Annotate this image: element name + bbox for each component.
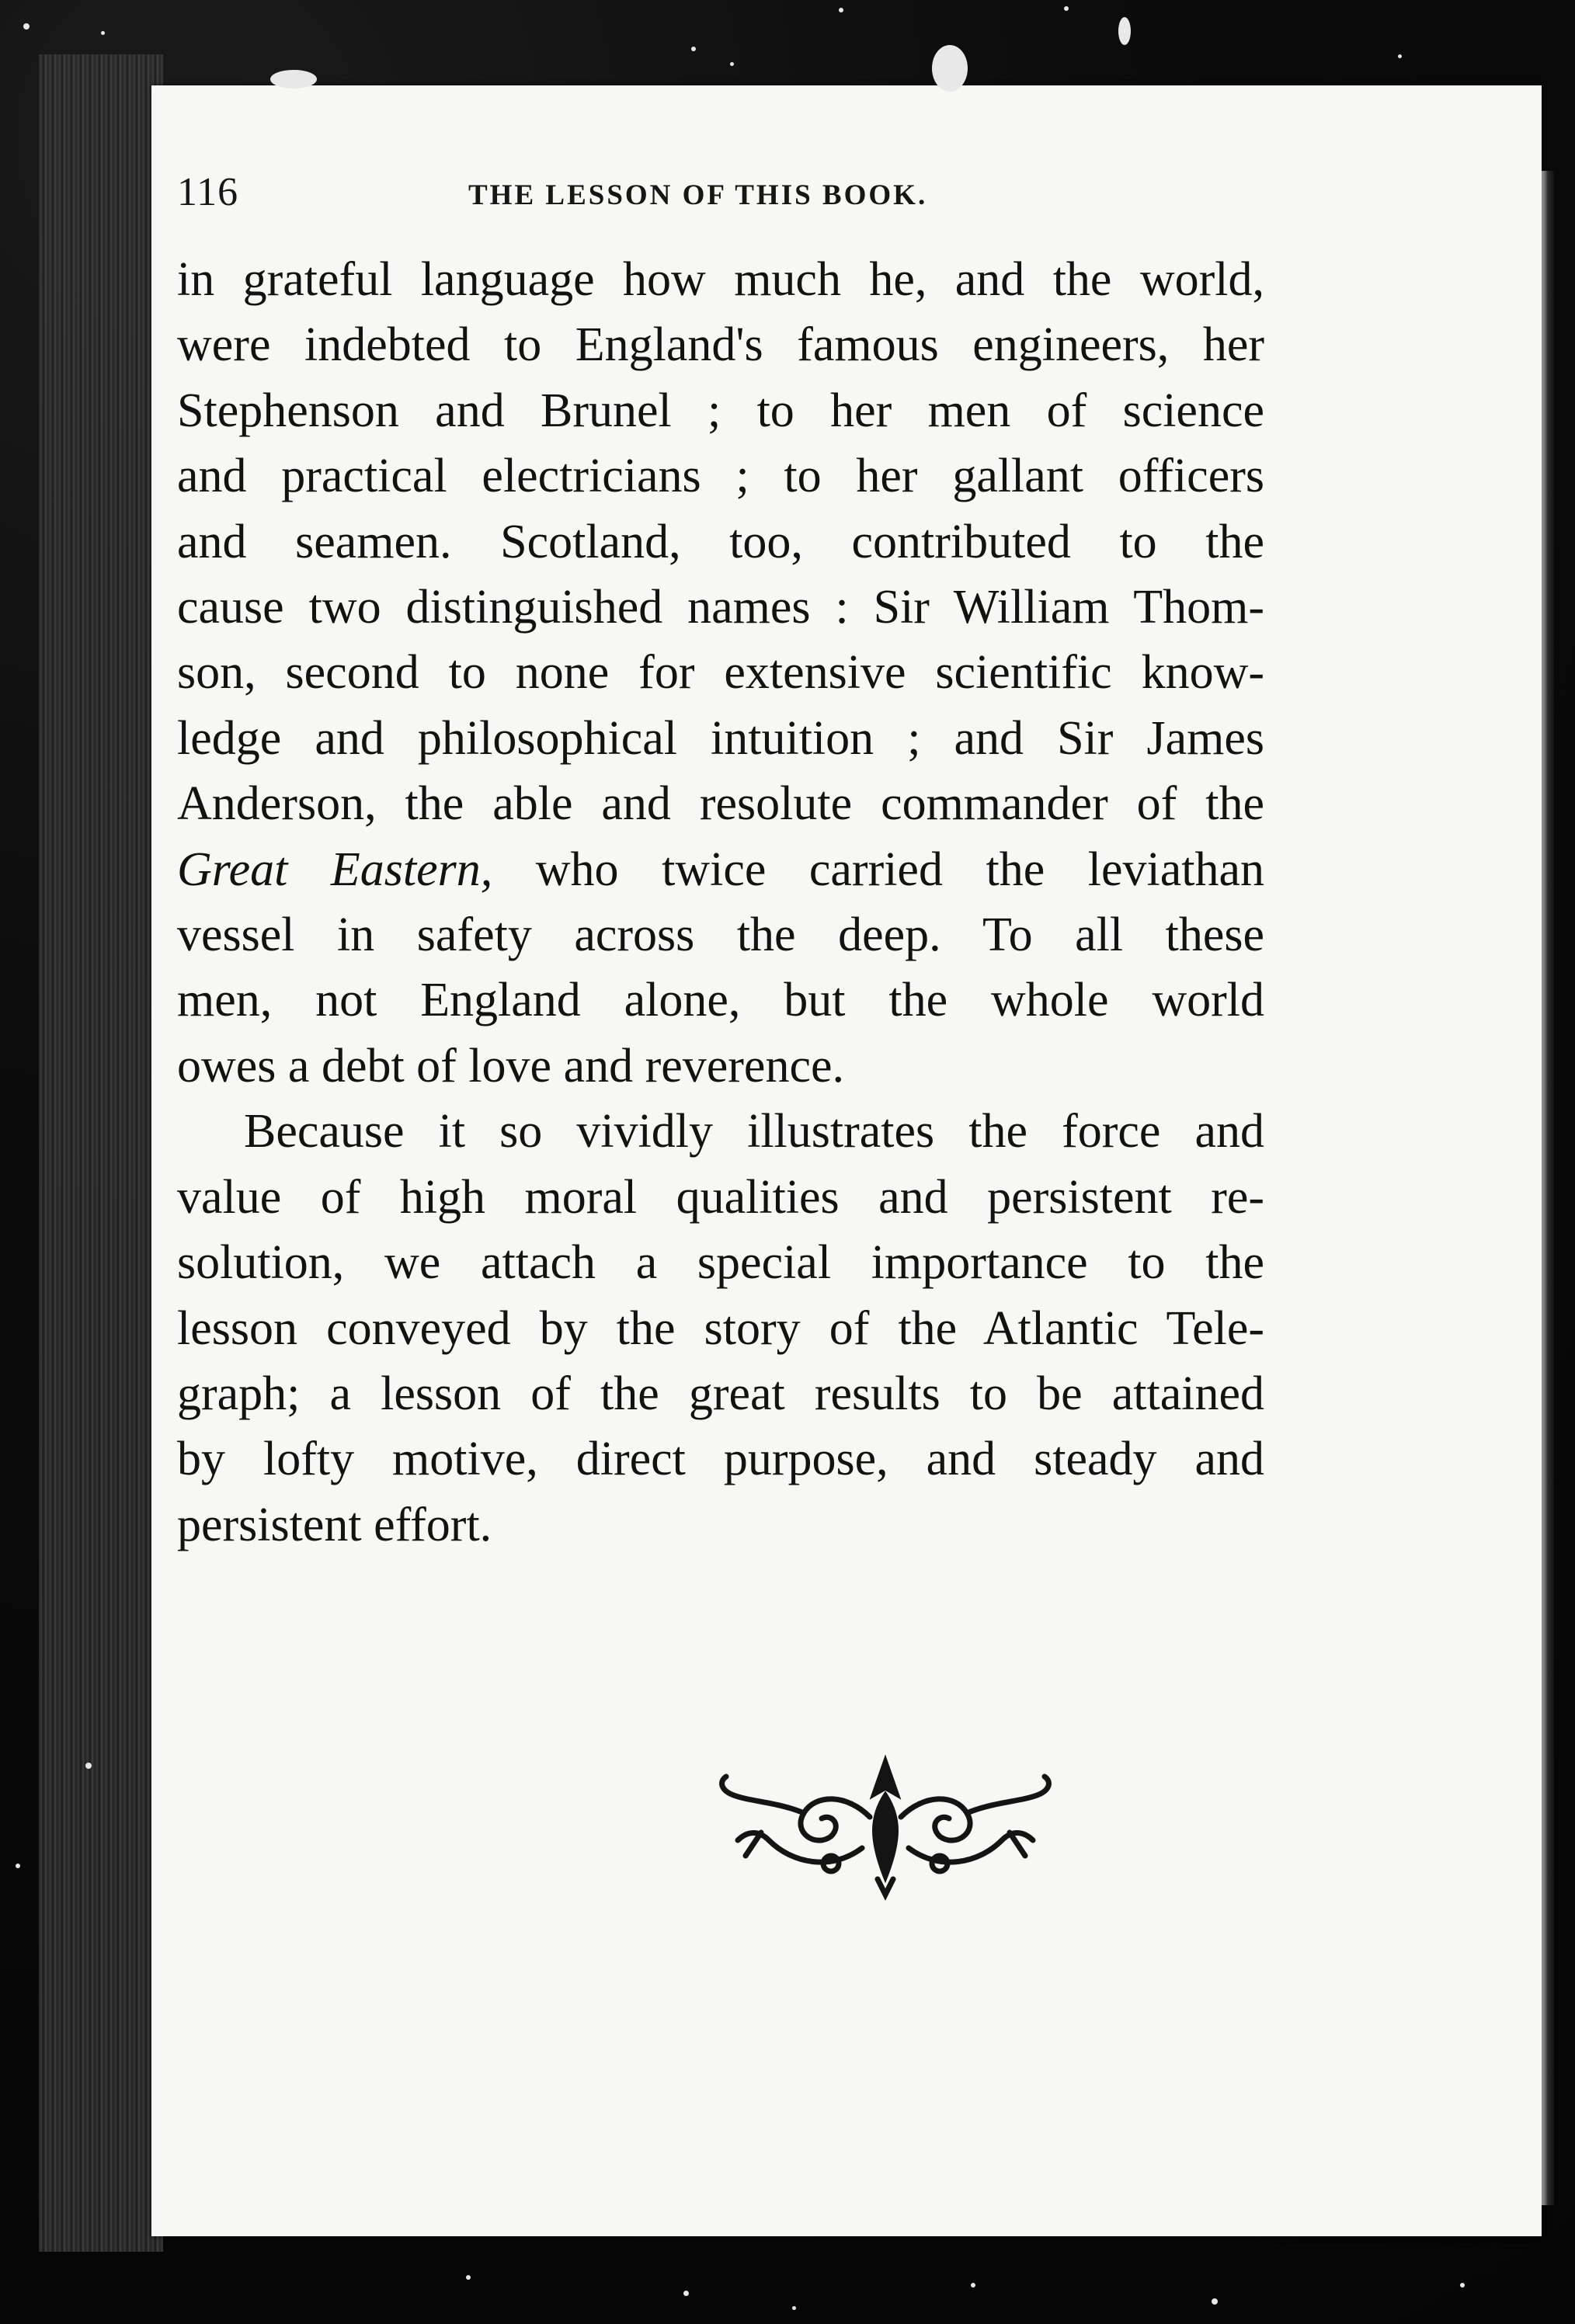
paragraph-start-line: Because it so vividly illustrates the force and — [244, 1105, 1264, 1159]
text-line: lesson conveyed by the story of the Atlantic Tele- — [177, 1301, 1264, 1355]
text-line: were indebted to England's famous engineers, her — [177, 318, 1264, 372]
running-title: THE LESSON OF THIS BOOK. — [468, 179, 928, 211]
text-line: vessel in safety across the deep. To all these — [177, 908, 1264, 962]
text-line: solution, we attach a special importance to the — [177, 1236, 1264, 1290]
text-line: in grateful language how much he, and the world, — [177, 253, 1264, 306]
running-head — [177, 169, 1109, 231]
body-text — [177, 247, 1264, 1558]
text-line: men, not England alone, but the whole world — [177, 974, 1264, 1027]
text-line: Stephenson and Brunel ; to her men of science — [177, 384, 1264, 437]
paragraph-end-line: owes a debt of love and reverence. — [177, 1039, 844, 1093]
decorative-ornament-icon — [714, 1747, 1056, 1902]
text-line: by lofty motive, direct purpose, and steady and — [177, 1433, 1264, 1486]
page-number: 116 — [177, 170, 239, 214]
text-line: son, second to none for extensive scientific know- — [177, 646, 1264, 700]
text-line-italic: Great Eastern, who twice carried the leviathan — [177, 842, 1264, 896]
italic-ship-name: Great Eastern, — [177, 842, 493, 896]
text-line: and practical electricians ; to her gallant officers — [177, 450, 1264, 503]
paragraph-end-line: persistent effort. — [177, 1498, 492, 1551]
text-line: ledge and philosophical intuition ; and Sir James — [177, 711, 1264, 765]
text-line: and seamen. Scotland, too, contributed to the — [177, 515, 1264, 568]
text-line: cause two distinguished names : Sir William Thom- — [177, 581, 1264, 634]
text-line: Anderson, the able and resolute commander of the — [177, 777, 1264, 831]
page-stack-edges — [39, 54, 163, 2252]
text-line: value of high moral qualities and persistent re- — [177, 1170, 1264, 1224]
text-line: graph; a lesson of the great results to be attained — [177, 1367, 1264, 1420]
